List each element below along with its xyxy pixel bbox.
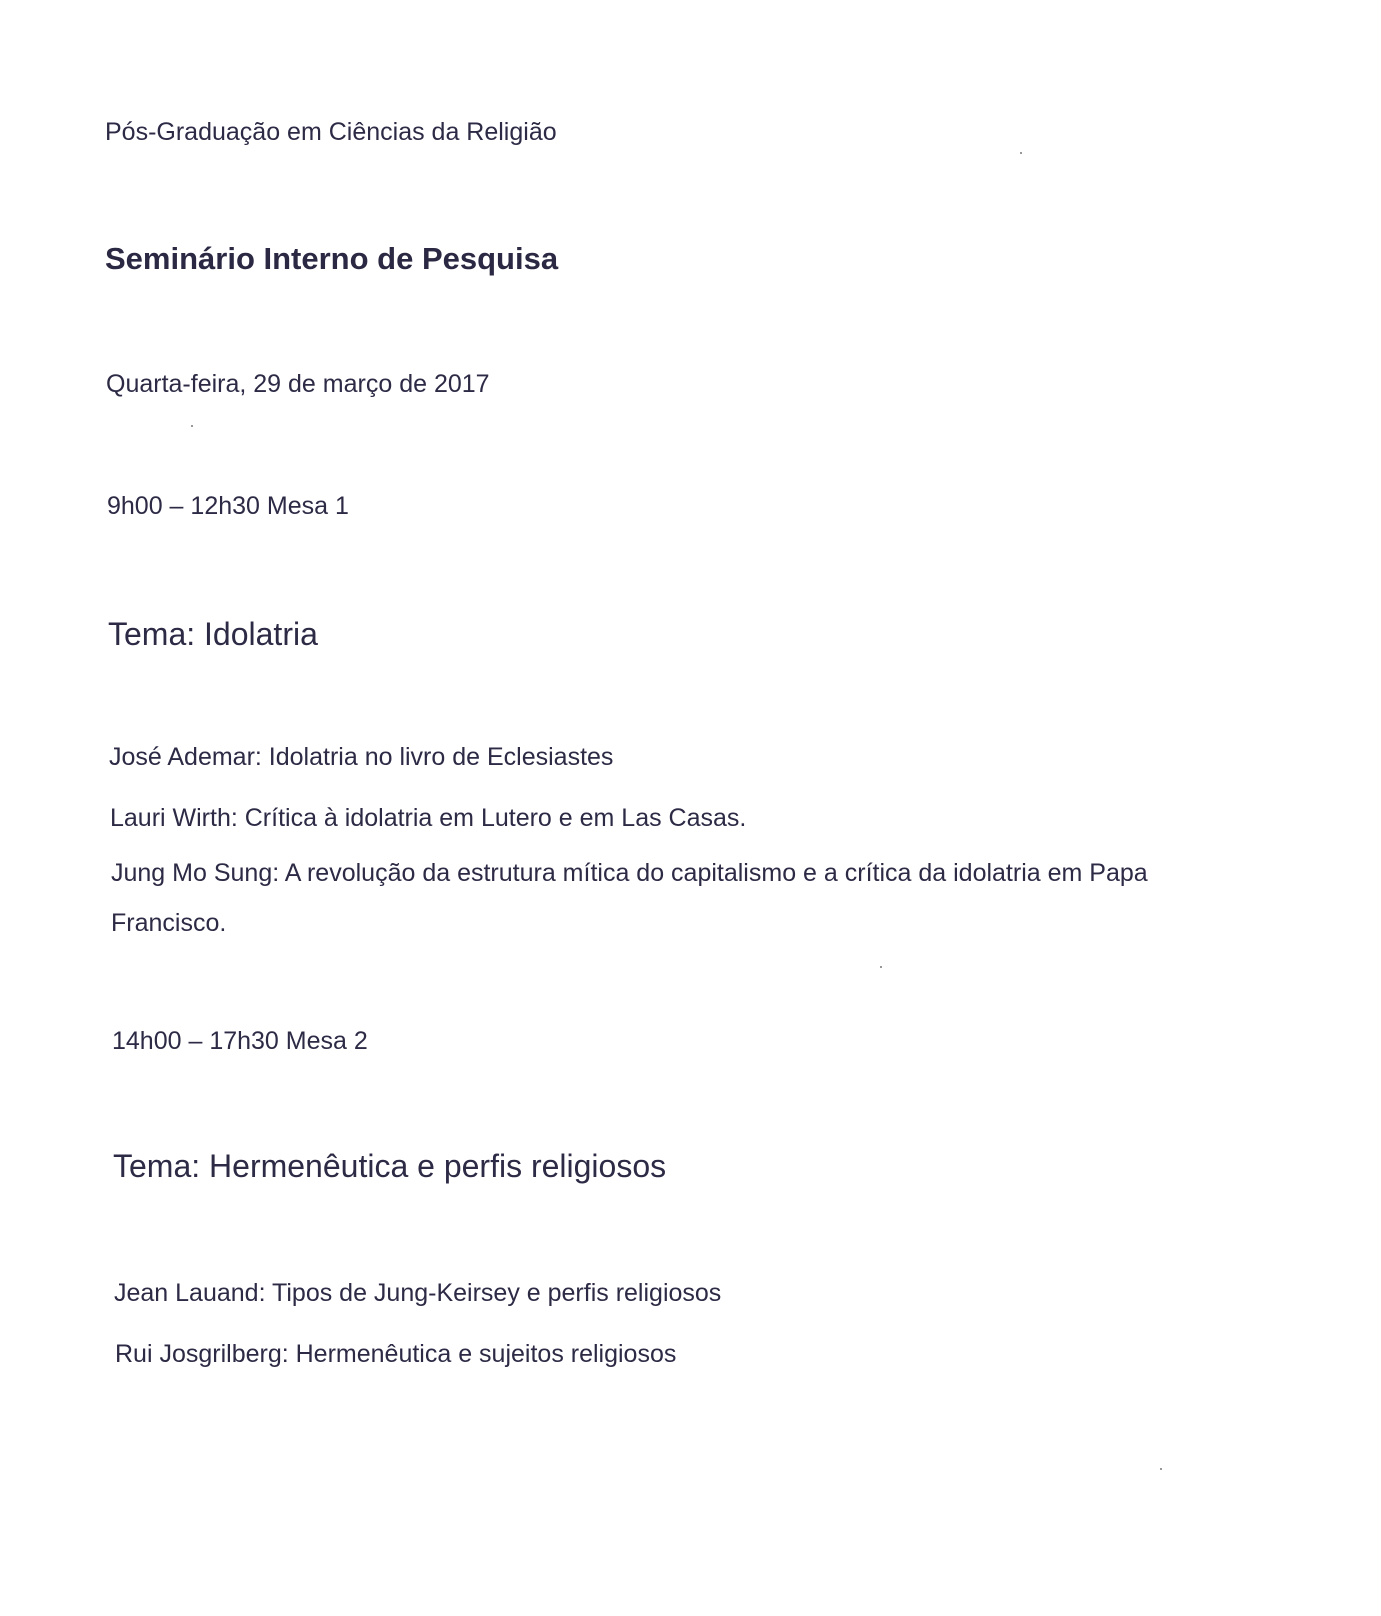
- session-1-talk-2: Lauri Wirth: Crítica à idolatria em Lutero e em Las Casas.: [110, 804, 747, 832]
- session-2-theme: Tema: Hermenêutica e perfis religiosos: [113, 1148, 667, 1184]
- scan-speck: [191, 425, 193, 427]
- session-2-talk-2: Rui Josgrilberg: Hermenêutica e sujeitos religiosos: [115, 1340, 677, 1368]
- session-2-talk-1: Jean Lauand: Tipos de Jung-Keirsey e perfis religiosos: [114, 1279, 722, 1307]
- session-1-theme: Tema: Idolatria: [108, 616, 318, 652]
- session-1-time: 9h00 – 12h30 Mesa 1: [107, 492, 349, 520]
- scan-speck: [880, 966, 882, 968]
- session-1-talk-1: José Ademar: Idolatria no livro de Eclesiastes: [109, 743, 614, 771]
- session-2-time: 14h00 – 17h30 Mesa 2: [112, 1027, 368, 1055]
- scan-speck: [1020, 152, 1022, 154]
- page-title: Seminário Interno de Pesquisa: [105, 241, 559, 276]
- session-1-talk-3: Jung Mo Sung: A revolução da estrutura mítica do capitalismo e a crítica da idolatria em Papa Francisco.: [111, 859, 1148, 937]
- program-name: Pós-Graduação em Ciências da Religião: [105, 118, 557, 146]
- event-date: Quarta-feira, 29 de março de 2017: [106, 370, 490, 398]
- scan-speck: [1160, 1468, 1162, 1470]
